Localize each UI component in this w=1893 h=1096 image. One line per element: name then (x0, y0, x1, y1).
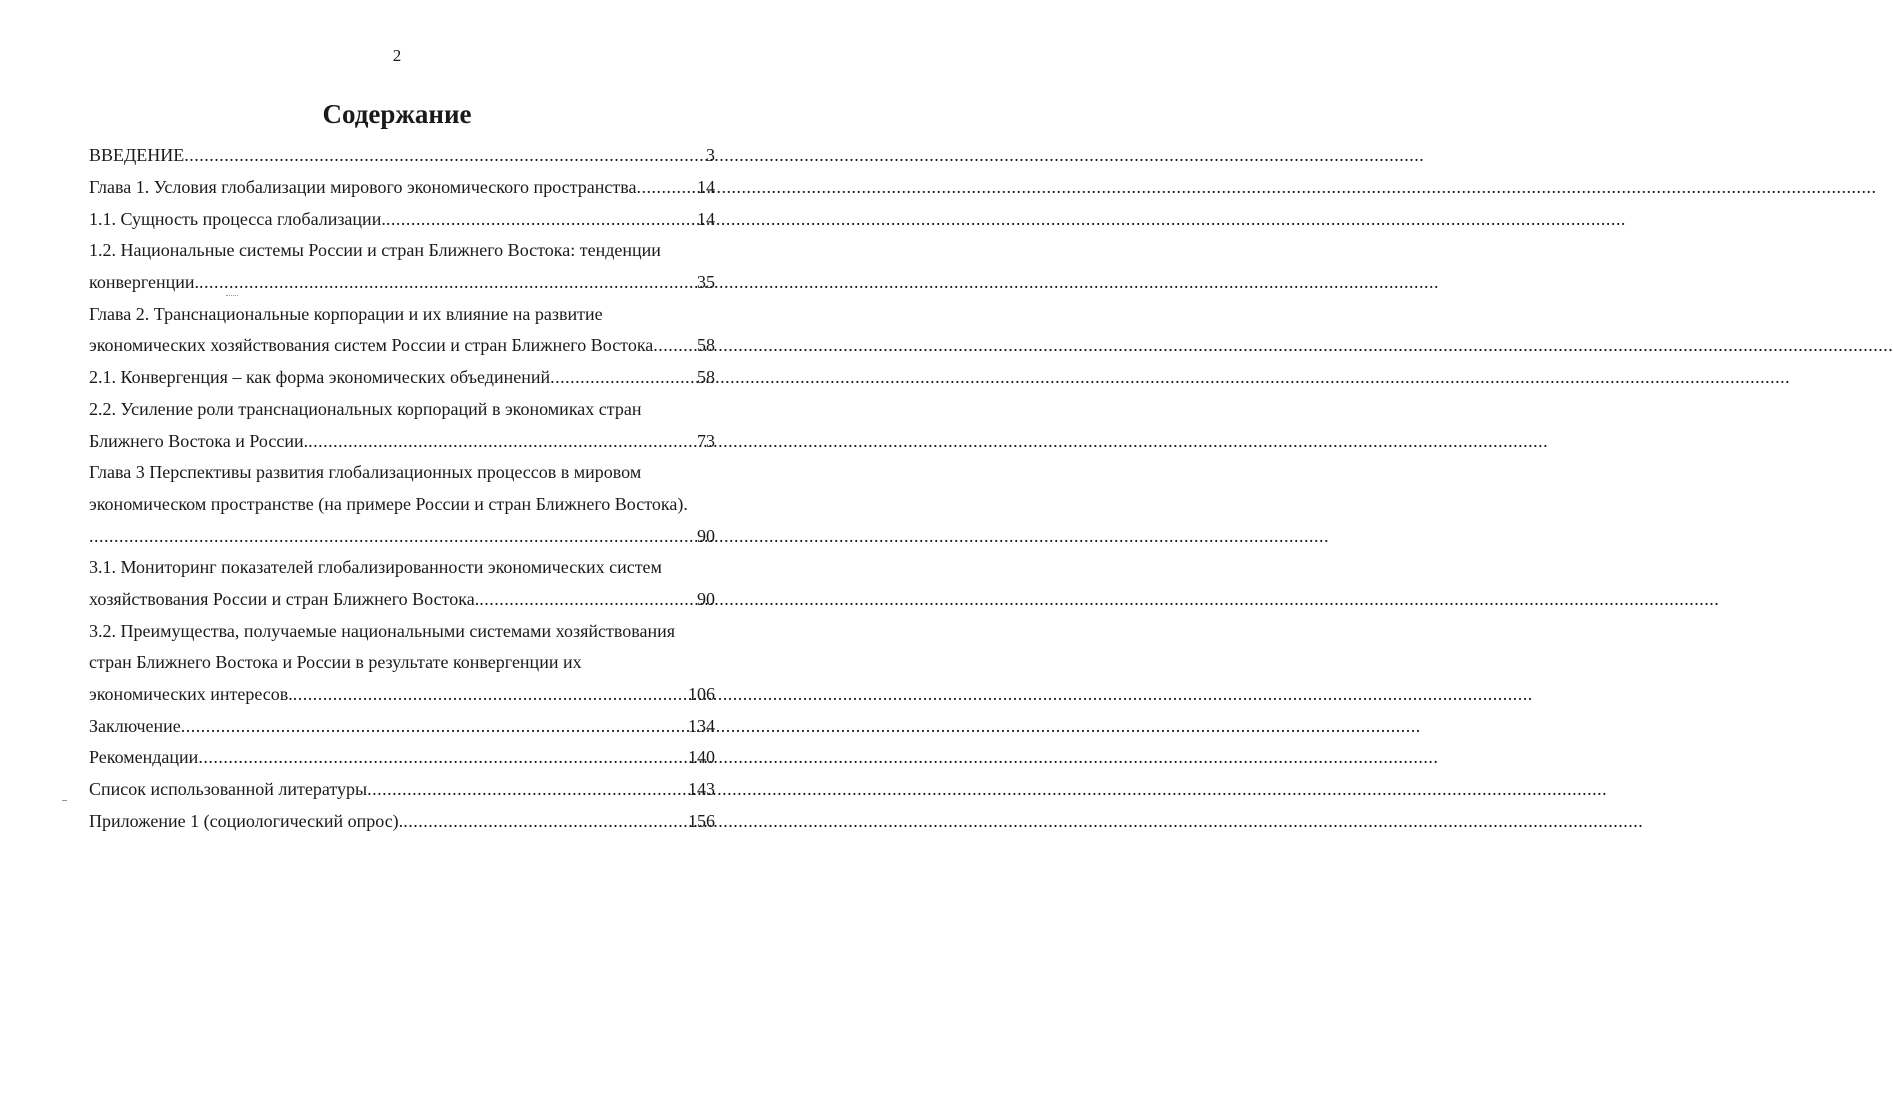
toc-entry-text: Список использованной литературы (89, 779, 368, 800)
table-of-contents (89, 140, 715, 837)
toc-entry-text: Приложение 1 (социологический опрос). (89, 810, 404, 831)
toc-entry-text: 1.1. Сущность процесса глобализации. (89, 208, 386, 229)
toc-page-number: 58 (697, 367, 715, 388)
scan-artifact (226, 295, 238, 297)
toc-leader-dots (403, 811, 688, 832)
toc-page-number: 156 (688, 810, 715, 831)
toc-leader-dots (89, 526, 697, 547)
toc-page-number: 35 (697, 272, 715, 293)
toc-page-number: 58 (697, 335, 715, 356)
toc-entry (89, 298, 715, 361)
toc-leader-dots (184, 145, 706, 166)
toc-leader-dots (550, 367, 697, 388)
toc-page-number: 140 (688, 747, 715, 768)
toc-leader-dots (293, 684, 688, 705)
toc-leader-dots (479, 589, 697, 610)
toc-page-number: 73 (697, 430, 715, 451)
toc-entry-text: экономическом пространстве (на примере России и стран Ближнего Востока). (89, 493, 688, 514)
toc-entry (89, 394, 715, 457)
toc-leader-dots (386, 209, 697, 230)
page-title: Содержание (322, 99, 472, 129)
toc-entry-text: экономических интересов. (89, 684, 293, 705)
toc-entry (89, 552, 715, 615)
toc-entry (89, 140, 715, 172)
toc-entry (89, 774, 715, 806)
toc-entry (89, 710, 715, 742)
toc-entry (89, 362, 715, 394)
toc-entry (89, 742, 715, 774)
toc-entry-text: Глава 1. Условия глобализации мирового экономического пространства (89, 177, 637, 198)
toc-entry (89, 172, 715, 204)
toc-entry-text: Глава 3 Перспективы развития глобализационных процессов в мировом (89, 462, 642, 483)
toc-page-number: 134 (688, 715, 715, 736)
toc-page-number: 90 (697, 525, 715, 546)
toc-entry-text: Заключение (89, 715, 181, 736)
toc-leader-dots (653, 335, 697, 356)
toc-leader-dots (198, 747, 688, 768)
toc-entry (89, 457, 715, 552)
toc-leader-dots (636, 177, 697, 198)
toc-entry (89, 615, 715, 710)
scan-artifact (62, 800, 67, 801)
toc-page-number: 14 (697, 177, 715, 198)
toc-entry-text: Глава 2. Транснациональные корпорации и их влияние на развитие (89, 303, 603, 324)
toc-entry-text: экономических хозяйствования систем России и стран Ближнего Востока (89, 335, 654, 356)
toc-leader-dots (308, 431, 697, 452)
toc-page-number: 143 (688, 779, 715, 800)
toc-entry (89, 235, 715, 298)
toc-entry-text: Рекомендации (89, 747, 199, 768)
toc-leader-dots (367, 779, 688, 800)
toc-entry-text: 2.2. Усиление роли транснациональных корпораций в экономиках стран (89, 398, 642, 419)
toc-page-number: 106 (688, 684, 715, 705)
toc-page-number: 90 (697, 588, 715, 609)
toc-entry-text: Ближнего Востока и России. (89, 430, 309, 451)
toc-entry-text: стран Ближнего Востока и России в результате конвергенции их (89, 652, 582, 673)
toc-page-number: 3 (706, 145, 715, 166)
toc-entry-text: 3.1. Мониторинг показателей глобализированности экономических систем (89, 557, 662, 578)
toc-entry-text: 2.1. Конвергенция – как форма экономических объединений (89, 367, 551, 388)
page-number: 2 (392, 46, 402, 65)
toc-entry-text: ВВЕДЕНИЕ (89, 145, 185, 166)
toc-entry-text: хозяйствования России и стран Ближнего Востока. (89, 588, 480, 609)
toc-entry-text: 1.2. Национальные системы России и стран Ближнего Востока: тенденции (89, 240, 661, 261)
toc-entry (89, 805, 715, 837)
toc-leader-dots (199, 272, 697, 293)
toc-page-number: 14 (697, 208, 715, 229)
toc-entry-text: конвергенции. (89, 272, 200, 293)
toc-entry (89, 203, 715, 235)
toc-entry-text: 3.2. Преимущества, получаемые национальными системами хозяйствования (89, 620, 676, 641)
toc-leader-dots (181, 716, 688, 737)
